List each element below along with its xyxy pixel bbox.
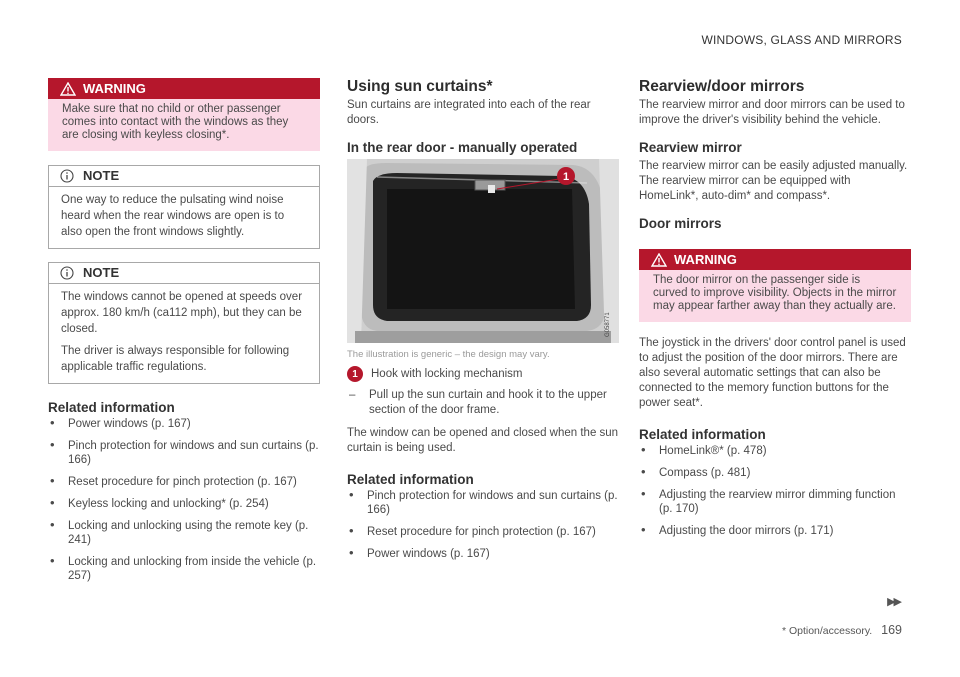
bullet-icon: •: [50, 415, 55, 430]
note-title: NOTE: [83, 265, 120, 280]
sun-curtain-drawing: [347, 159, 619, 343]
warning-box: [48, 78, 320, 151]
warning-header: [48, 78, 320, 99]
info-icon: [60, 266, 74, 280]
related-link[interactable]: • Reset procedure for pinch protection (p. 167): [349, 523, 596, 538]
bullet-icon: •: [641, 442, 646, 457]
dash-icon: –: [349, 389, 356, 401]
column-2: [347, 78, 619, 569]
related-link[interactable]: • Adjusting the rearview mirror dimming function (p. 170): [641, 486, 896, 515]
related-info-list: [347, 489, 619, 561]
note-body: [49, 284, 319, 383]
bullet-icon: •: [641, 464, 646, 479]
bullet-icon: •: [641, 486, 646, 501]
info-icon: [60, 169, 74, 183]
bullet-icon: •: [349, 523, 354, 538]
bullet-icon: •: [349, 487, 354, 502]
warning-title: WARNING: [674, 252, 737, 267]
legend-text: Hook with locking mechanism: [371, 368, 523, 380]
option-footnote: * Option/accessory.: [781, 625, 873, 637]
legend-number-badge: 1: [347, 366, 363, 382]
subsection-title: In the rear door - manually operated: [347, 140, 578, 155]
related-info-heading: Related information: [48, 400, 175, 415]
note-text: One way to reduce the pulsating wind noise heard when the rear windows are open is to also open the front windows slightly.: [61, 194, 285, 238]
warning-triangle-icon: [60, 82, 76, 96]
figure-code: G058771: [605, 312, 611, 337]
page-footer: [782, 623, 902, 637]
intro-text: Sun curtains are integrated into each of the rear doors.: [347, 99, 591, 126]
body-text: The window can be opened and closed when the sun curtain is being used.: [347, 427, 619, 454]
warning-title: WARNING: [83, 81, 146, 96]
section-title: Rearview/door mirrors: [639, 78, 805, 95]
body-text: The joystick in the drivers' door control panel is used to adjust the position of the door mirrors. There are also several automatic settings that can also be connected to the memory function buttons for the power seat*.: [639, 337, 906, 409]
related-link[interactable]: • Pinch protection for windows and sun curtains (p. 166): [349, 487, 618, 516]
bullet-icon: •: [50, 517, 55, 532]
bullet-icon: •: [50, 495, 55, 510]
related-link[interactable]: • Locking and unlocking from inside the vehicle (p. 257): [50, 553, 317, 582]
related-link[interactable]: • Pinch protection for windows and sun curtains (p. 166): [50, 437, 319, 466]
related-info-list: [48, 417, 320, 583]
bullet-icon: •: [349, 545, 354, 560]
related-link[interactable]: • Keyless locking and unlocking* (p. 254): [50, 495, 269, 510]
warning-triangle-icon: [651, 253, 667, 267]
figure-legend: [347, 366, 619, 382]
bullet-icon: •: [641, 522, 646, 537]
sun-curtain-illustration: [347, 159, 619, 343]
figure-caption: The illustration is generic – the design may vary.: [347, 349, 550, 360]
intro-text: The rearview mirror and door mirrors can be used to improve the driver's visibility behind the vehicle.: [639, 99, 905, 126]
note-paragraph: The driver is always responsible for following applicable traffic regulations.: [61, 345, 290, 373]
warning-box: [639, 249, 911, 322]
body-text: The rearview mirror can be easily adjusted manually. The rearview mirror can be equipped with HomeLink*, auto-dim* and compass*.: [639, 160, 908, 202]
section-title: Using sun curtains*: [347, 78, 493, 95]
related-link[interactable]: • Power windows (p. 167): [349, 545, 490, 560]
section-header: WINDOWS, GLASS AND MIRRORS: [701, 33, 902, 47]
instruction-step: – Pull up the sun curtain and hook it to the upper section of the door frame.: [349, 389, 607, 416]
bullet-icon: •: [50, 437, 55, 452]
subsection-title: Door mirrors: [639, 216, 722, 231]
note-header: [49, 263, 319, 284]
related-link[interactable]: • Reset procedure for pinch protection (p. 167): [50, 473, 297, 488]
related-info-heading: Related information: [639, 427, 766, 442]
column-1: [48, 78, 320, 591]
continue-arrows-icon: ▶▶: [887, 596, 900, 608]
related-link[interactable]: • Adjusting the door mirrors (p. 171): [641, 522, 834, 537]
bullet-icon: •: [50, 553, 55, 568]
related-link[interactable]: • HomeLink®* (p. 478): [641, 442, 767, 457]
note-paragraph: The windows cannot be opened at speeds over approx. 180 km/h (ca112 mph), but they can be closed.: [61, 291, 303, 335]
related-info-heading: Related information: [347, 472, 474, 487]
callout-number: 1: [562, 171, 570, 183]
warning-text: The door mirror on the passenger side is curved to improve visibility. Objects in the mirror may appear farther away than they actually are.: [653, 274, 897, 312]
subsection-title: Rearview mirror: [639, 140, 742, 155]
note-header: [49, 166, 319, 187]
note-box: [48, 262, 320, 384]
related-info-list: [639, 444, 911, 538]
note-box: [48, 165, 320, 249]
page-number: 169: [881, 623, 902, 637]
note-title: NOTE: [83, 168, 120, 183]
column-3: [639, 78, 911, 546]
bullet-icon: •: [50, 473, 55, 488]
related-link[interactable]: • Locking and unlocking using the remote key (p. 241): [50, 517, 309, 546]
warning-header: [639, 249, 911, 270]
warning-text: Make sure that no child or other passenger comes into contact with the windows as they are closing with keyless closing*.: [62, 103, 289, 141]
related-link[interactable]: • Compass (p. 481): [641, 464, 751, 479]
related-link[interactable]: • Power windows (p. 167): [50, 415, 191, 430]
